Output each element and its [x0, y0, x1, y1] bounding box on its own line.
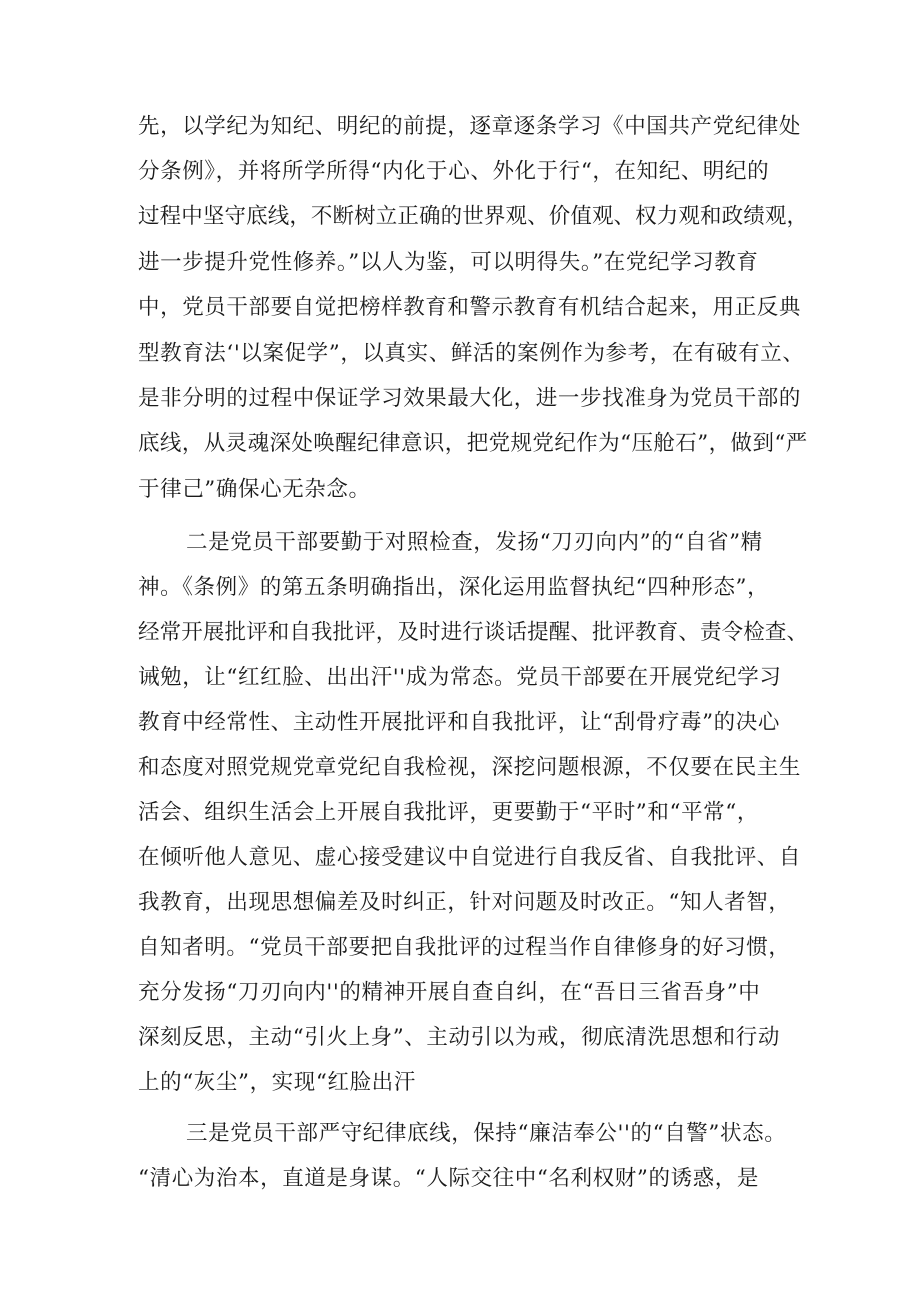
paragraph-line: 神。《条例》的第五条明确指出，深化运用监督执纪“四种形态”，: [138, 575, 770, 600]
paragraph-line: “清心为治本，直道是身谋。“人际交往中“名利权财”的诱惑，是: [138, 1166, 759, 1191]
paragraph-line: 教育中经常性、主动性开展批评和自我批评，让“刮骨疗毒”的决心: [138, 710, 780, 735]
paragraph-line: 诫勉，让“红红脸、出出汗''成为常态。党员干部要在开展党纪学习: [138, 665, 782, 690]
paragraph-line: 上的“灰尘”，实现“红脸出汗: [138, 1070, 416, 1095]
paragraph-line: 二是党员干部要勤于对照检查，发扬“刀刃向内”的“自省”精: [186, 530, 763, 555]
paragraph-line: 进一步提升党性修养。”以人为鉴，可以明得失。”在党纪学习教育: [138, 250, 759, 275]
paragraph-line: 于律己”确保心无杂念。: [138, 477, 371, 502]
paragraph-line: 型教育法‘'以案促学”，以真实、鲜活的案例作为参考，在有破有立、: [138, 341, 805, 366]
paragraph-line: 中，党员干部要自觉把榜样教育和警示教育有机结合起来，用正反典: [138, 295, 802, 320]
paragraph-line: 深刻反思，主动“引火上身”、主动引以为戒，彻底清洗思想和行动: [138, 1025, 780, 1050]
paragraph-line: 自知者明。“党员干部要把自我批评的过程当作自律修身的好习惯，: [138, 935, 791, 960]
paragraph-line: 充分发扬“刀刃向内''的精神开展自查自纠，在“吾日三省吾身”中: [138, 980, 761, 1005]
paragraph-line: 过程中坚守底线，不断树立正确的世界观、价值观、权力观和政绩观，: [138, 204, 809, 229]
paragraph-line: 我教育，出现思想偏差及时纠正，针对问题及时改正。“知人者智，: [138, 890, 791, 915]
paragraph-line: 活会、组织生活会上开展自我批评，更要勤于“平时”和“平常“，: [138, 800, 759, 825]
paragraph-line: 先，以学纪为知纪、明纪的前提，逐章逐条学习《中国共产党纪律处: [138, 114, 802, 139]
paragraph-line: 在倾听他人意见、虚心接受建议中自觉进行自我反省、自我批评、自: [138, 845, 802, 870]
paragraph-line: 是非分明的过程中保证学习效果最大化，进一步找准身为党员干部的: [138, 386, 802, 411]
paragraph-line: 和态度对照党规党章党纪自我检视，深挖问题根源，不仅要在民主生: [138, 755, 802, 780]
paragraph-line: 分条例》，并将所学所得“内化于心、外化于行“，在知纪、明纪的: [138, 159, 770, 184]
paragraph-line: 经常开展批评和自我批评，及时进行谈话提醒、批评教育、责令检查、: [138, 620, 809, 645]
paragraph-line: 底线，从灵魂深处唤醒纪律意识，把党规党纪作为“压舱石”，做到“严: [138, 431, 808, 456]
paragraph-line: 三是党员干部严守纪律底线，保持“廉洁奉公''的“自警”状态。: [186, 1121, 787, 1146]
